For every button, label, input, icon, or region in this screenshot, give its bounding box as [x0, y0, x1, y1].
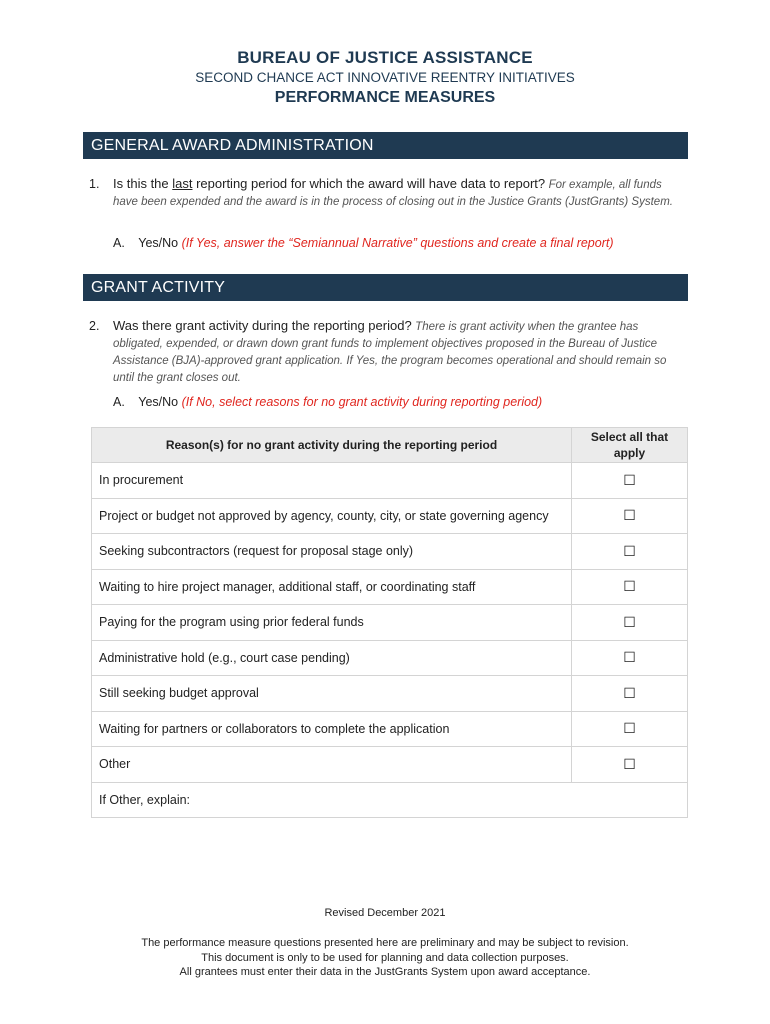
question-2-hint: There is grant activity when the grantee has obligated, expended, or drawn down grant funds to implement objectives proposed in the Bureau of Justice Assistance (BJA)-approved grant application. If Yes, the program becomes operational and should remain so until the grant closes out.	[113, 321, 667, 384]
yes-no-option: Yes/No	[138, 395, 179, 409]
yes-no-option: Yes/No	[138, 236, 179, 250]
reason-label: In procurement	[92, 463, 572, 499]
question-2	[89, 318, 684, 386]
revision-date: Revised December 2021	[324, 907, 446, 919]
disclaimer-line: The performance measure questions presented here are preliminary and may be subject to revision.	[141, 937, 629, 949]
document-title: PERFORMANCE MEASURES	[274, 89, 496, 106]
table-header-row	[92, 428, 688, 463]
other-explain-field[interactable]: If Other, explain:	[92, 782, 688, 817]
table-row	[92, 498, 688, 534]
disclaimer-line: All grantees must enter their data in the JustGrants System upon award acceptance.	[179, 966, 591, 978]
question-1-text-start: Is this the	[113, 176, 173, 191]
question-1-hint: For example, all funds have been expended and the award is in the process of closing out in the Justice Grants (JustGrants) System.	[113, 179, 673, 208]
disclaimer	[0, 936, 770, 980]
program-name: SECOND CHANCE ACT INNOVATIVE REENTRY INITIATIVES	[195, 70, 575, 85]
question-2-answer	[113, 395, 542, 409]
reasons-table	[91, 427, 688, 818]
answer-instruction: (If No, select reasons for no grant activity during reporting period)	[181, 395, 543, 409]
other-explain-row	[92, 782, 688, 817]
checkbox-icon[interactable]: ☐	[572, 498, 688, 534]
question-1-text-end: reporting period for which the award will have data to report?	[192, 176, 546, 191]
question-2-text: Was there grant activity during the reporting period?	[113, 318, 412, 333]
reason-label: Other	[92, 747, 572, 783]
table-row	[92, 605, 688, 641]
reason-label: Waiting for partners or collaborators to complete the application	[92, 711, 572, 747]
reason-label: Project or budget not approved by agency, county, city, or state governing agency	[92, 498, 572, 534]
question-2-number: 2.	[89, 319, 100, 333]
checkbox-icon[interactable]: ☐	[572, 747, 688, 783]
checkbox-icon[interactable]: ☐	[572, 605, 688, 641]
checkbox-icon[interactable]: ☐	[572, 534, 688, 570]
question-1-answer	[113, 236, 614, 250]
column-header-select	[572, 428, 688, 463]
question-1-number: 1.	[89, 177, 100, 191]
table-row	[92, 676, 688, 712]
column-header-reason: Reason(s) for no grant activity during the reporting period	[92, 428, 572, 463]
organization-name: BUREAU OF JUSTICE ASSISTANCE	[237, 48, 533, 67]
table-row	[92, 747, 688, 783]
answer-label: A.	[113, 236, 125, 250]
checkbox-icon[interactable]: ☐	[572, 640, 688, 676]
table-row	[92, 640, 688, 676]
question-1-underlined-word: last	[172, 176, 193, 191]
section-grant-activity: GRANT ACTIVITY	[83, 274, 688, 301]
table-row	[92, 463, 688, 499]
reason-label: Still seeking budget approval	[92, 676, 572, 712]
table-row	[92, 569, 688, 605]
table-row	[92, 711, 688, 747]
answer-instruction: (If Yes, answer the “Semiannual Narrative” questions and create a final report)	[181, 236, 614, 250]
column-header-select-line2: apply	[613, 446, 646, 460]
column-header-select-line1: Select all that	[590, 430, 669, 444]
reason-label: Administrative hold (e.g., court case pending)	[92, 640, 572, 676]
section-general-award-administration: GENERAL AWARD ADMINISTRATION	[83, 132, 688, 159]
table-row	[92, 534, 688, 570]
question-1	[89, 176, 684, 210]
checkbox-icon[interactable]: ☐	[572, 676, 688, 712]
reason-label: Paying for the program using prior federal funds	[92, 605, 572, 641]
checkbox-icon[interactable]: ☐	[572, 569, 688, 605]
checkbox-icon[interactable]: ☐	[572, 463, 688, 499]
disclaimer-line: This document is only to be used for planning and data collection purposes.	[201, 951, 569, 964]
reason-label: Seeking subcontractors (request for proposal stage only)	[92, 534, 572, 570]
answer-label: A.	[113, 395, 125, 409]
reason-label: Waiting to hire project manager, additional staff, or coordinating staff	[92, 569, 572, 605]
checkbox-icon[interactable]: ☐	[572, 711, 688, 747]
